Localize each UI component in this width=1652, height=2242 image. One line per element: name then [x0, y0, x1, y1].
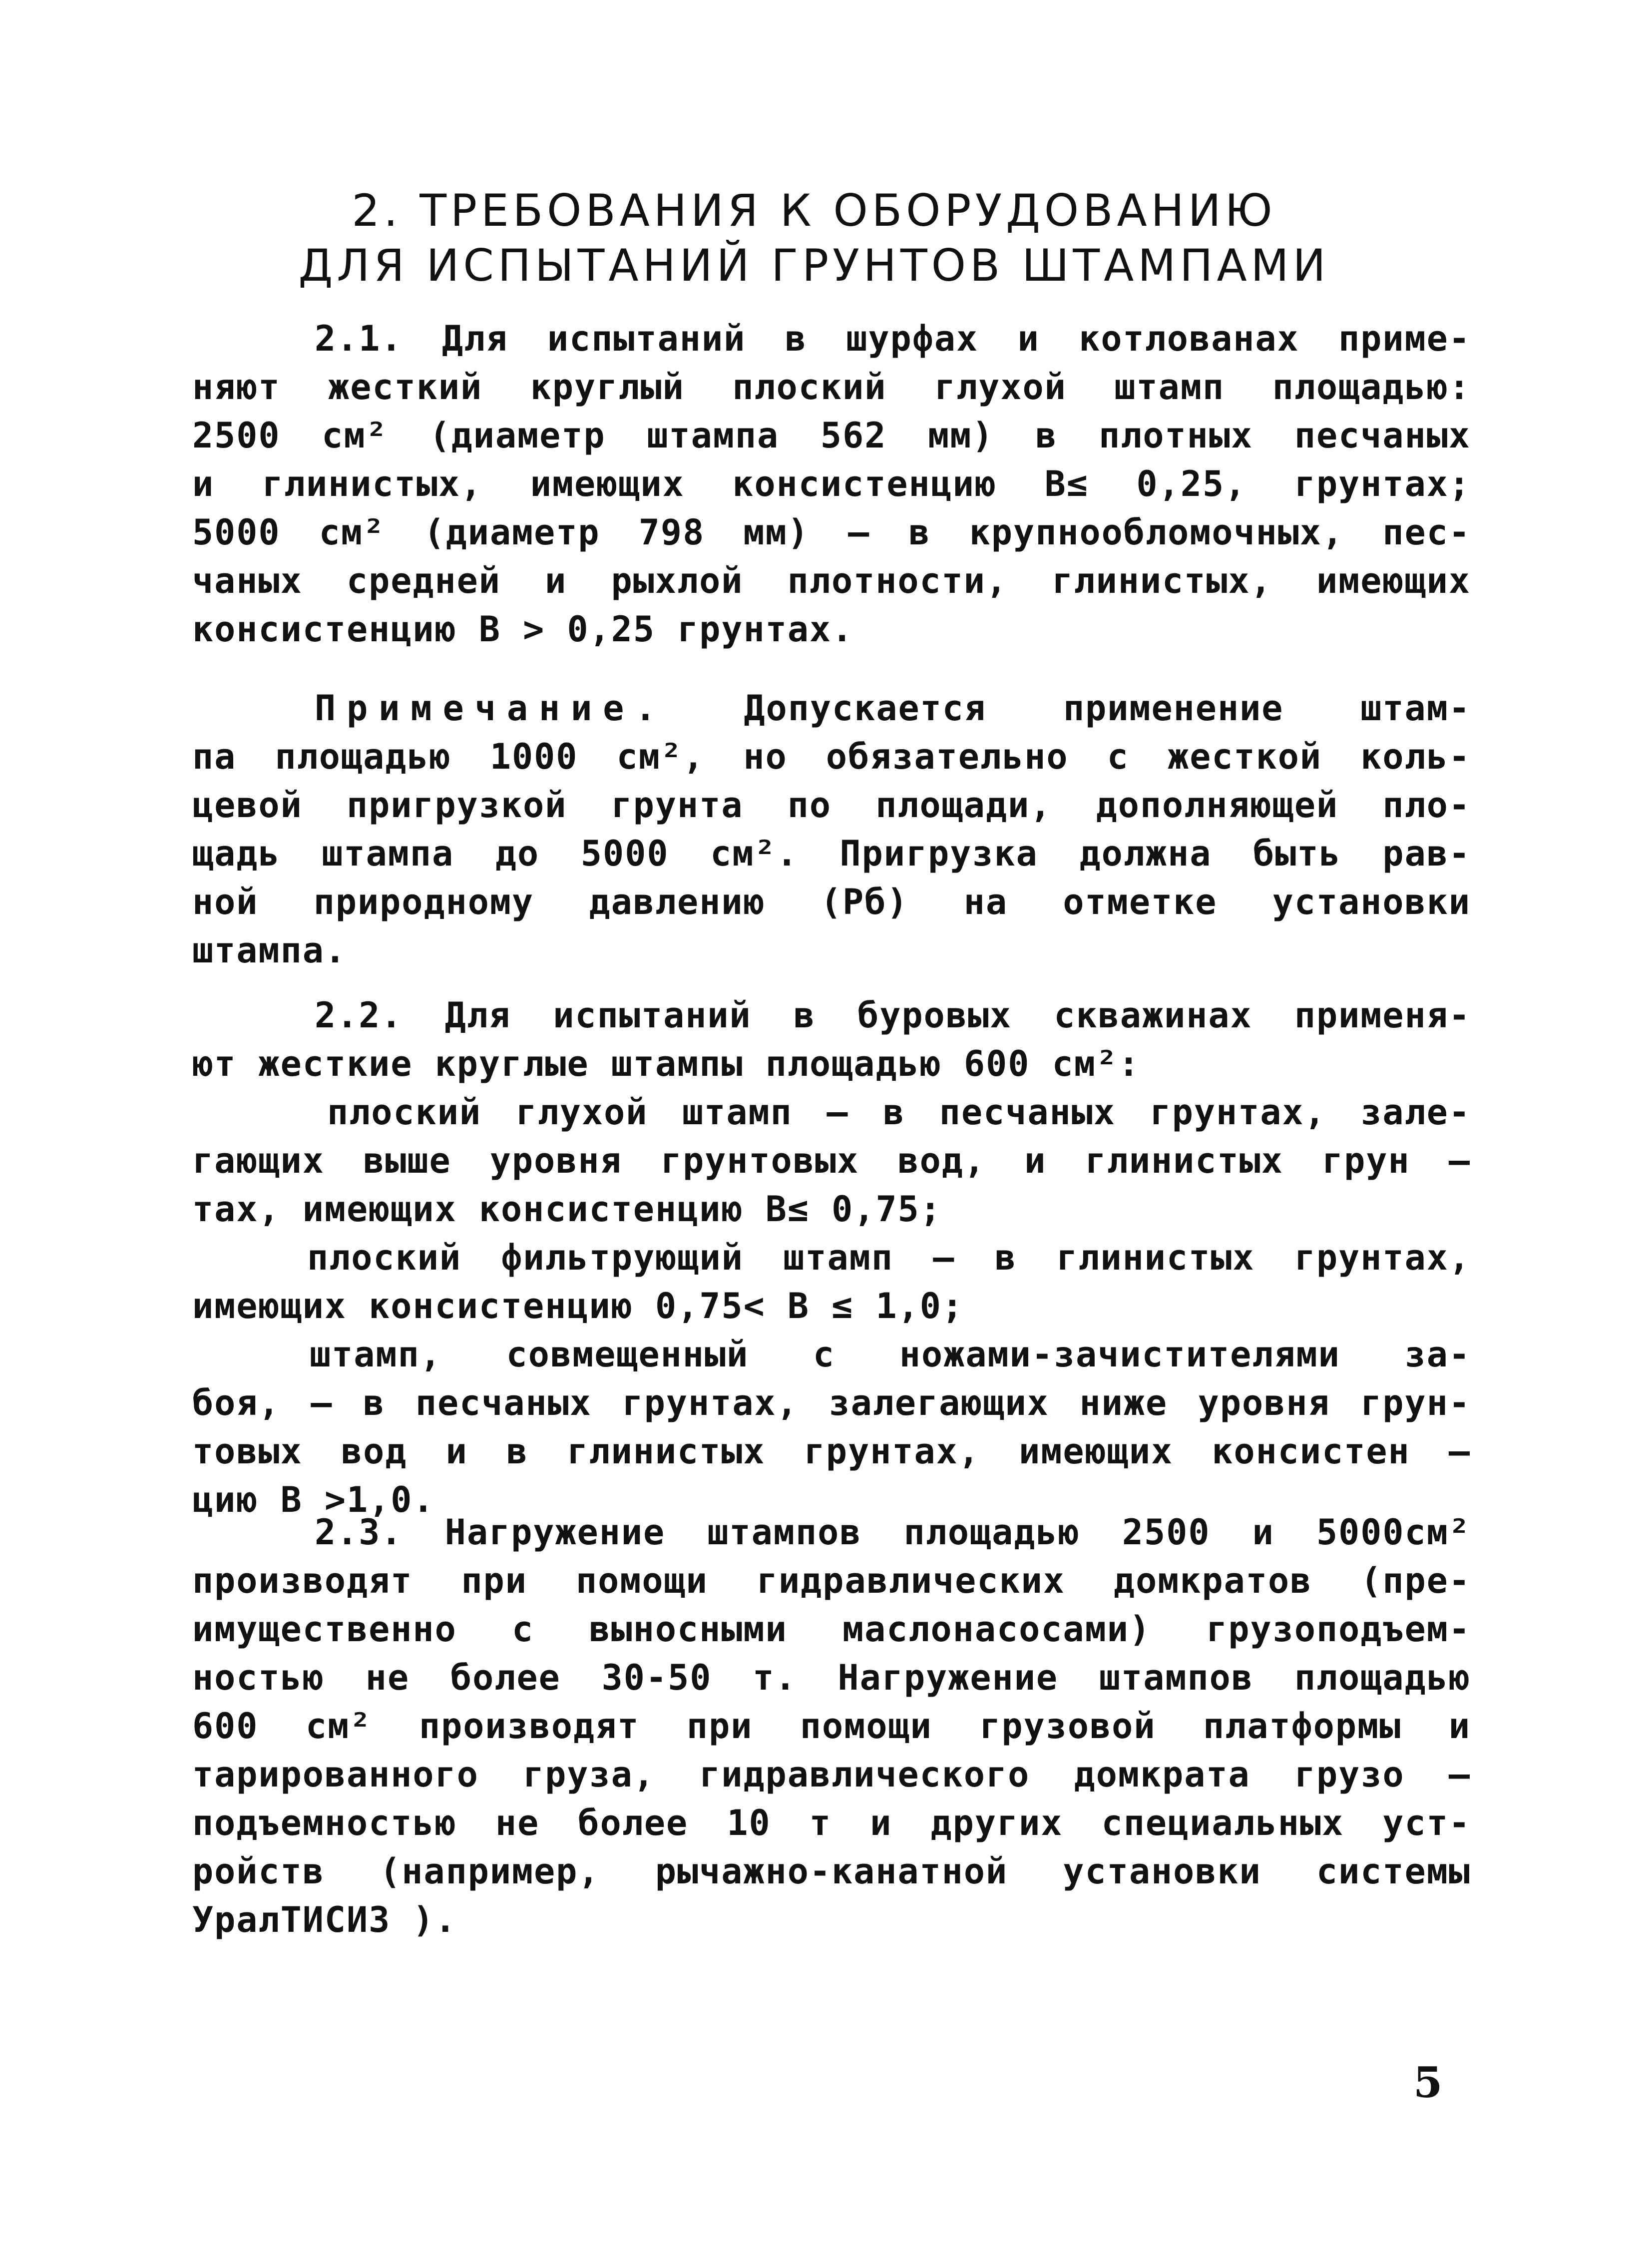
text-line: производят при помощи гидравлических домкратов (пре- [192, 1560, 1471, 1601]
section-heading-line-1: 2. ТРЕБОВАНИЯ К ОБОРУДОВАНИЮ [352, 185, 1276, 236]
text-line: плоский глухой штамп – в песчаных грунтах, зале- [327, 1092, 1471, 1133]
text-line: 2.2. Для испытаний в буровых скважинах применя- [315, 995, 1471, 1036]
text-line: консистенцию B > 0,25 грунтах. [192, 609, 854, 650]
text-line: товых вод и в глинистых грунтах, имеющих консистен – [192, 1431, 1471, 1472]
paragraph-2-2 [192, 991, 1471, 1524]
paragraph-2-1 [192, 315, 1471, 654]
text-line: подъемностью не более 10 т и других специальных уст- [192, 1802, 1471, 1843]
text-line: ройств (например, рычажно-канатной установки системы [192, 1851, 1471, 1892]
text-line: 2.3. Нагружение штампов площадью 2500 и 5000см² [315, 1512, 1471, 1553]
section-heading-line-2: ДЛЯ ИСПЫТАНИЙ ГРУНТОВ ШТАМПАМИ [298, 240, 1330, 291]
page-number: 5 [1413, 2058, 1443, 2107]
text-line: 2500 см² (диаметр штампа 562 мм) в плотных песчаных [192, 415, 1471, 456]
text-line: 2.1. Для испытаний в шурфах и котлованах приме- [315, 318, 1471, 359]
text-line: УралТИСИЗ ). [192, 1899, 457, 1940]
text-line: па площадью 1000 см², но обязательно с жесткой коль- [192, 736, 1471, 777]
text-line: тах, имеющих консистенцию B≤ 0,75; [192, 1189, 942, 1230]
text-line: цию B >1,0. [192, 1479, 435, 1520]
text-line: ют жесткие круглые штампы площадью 600 см²: [192, 1043, 1141, 1084]
paragraph-2-3 [192, 1508, 1471, 1944]
text-line: имеющих консистенцию 0,75< B ≤ 1,0; [192, 1286, 964, 1327]
text-line: имущественно с выносными маслонасосами) грузоподъем- [192, 1609, 1471, 1650]
text-line: штампа. [192, 930, 347, 971]
text-line: ной природному давлению (Pб) на отметке установки [192, 882, 1471, 922]
text-line: гающих выше уровня грунтовых вод, и глинистых грун – [192, 1140, 1471, 1181]
text-line: плоский фильтрующий штамп – в глинистых грунтах, [307, 1237, 1471, 1278]
note-paragraph [192, 684, 1471, 975]
note-first-line: Допускается применение штам- [744, 688, 1471, 729]
text-line: щадь штампа до 5000 см². Пригрузка должна быть рав- [192, 833, 1471, 874]
text-line: боя, – в песчаных грунтах, залегающих ниже уровня грун- [192, 1382, 1471, 1423]
text-line: и глинистых, имеющих консистенцию B≤ 0,25, грунтах; [192, 463, 1471, 504]
text-line: чаных средней и рыхлой плотности, глинистых, имеющих [192, 560, 1471, 601]
text-line: штамп, совмещенный с ножами-зачистителями за- [310, 1334, 1471, 1375]
text-line: 600 см² производят при помощи грузовой платформы и [192, 1706, 1471, 1747]
text-line: тарированного груза, гидравлического домкрата грузо – [192, 1754, 1471, 1795]
text-line: цевой пригрузкой грунта по площади, дополняющей пло- [192, 785, 1471, 826]
text-line: 5000 см² (диаметр 798 мм) – в крупнообломочных, пес- [192, 512, 1471, 553]
note-label: Примечание. [315, 688, 667, 729]
text-line [192, 684, 1471, 733]
text-line: ностью не более 30-50 т. Нагружение штампов площадью [192, 1657, 1471, 1698]
text-line: няют жесткий круглый плоский глухой штамп площадью: [192, 367, 1471, 408]
